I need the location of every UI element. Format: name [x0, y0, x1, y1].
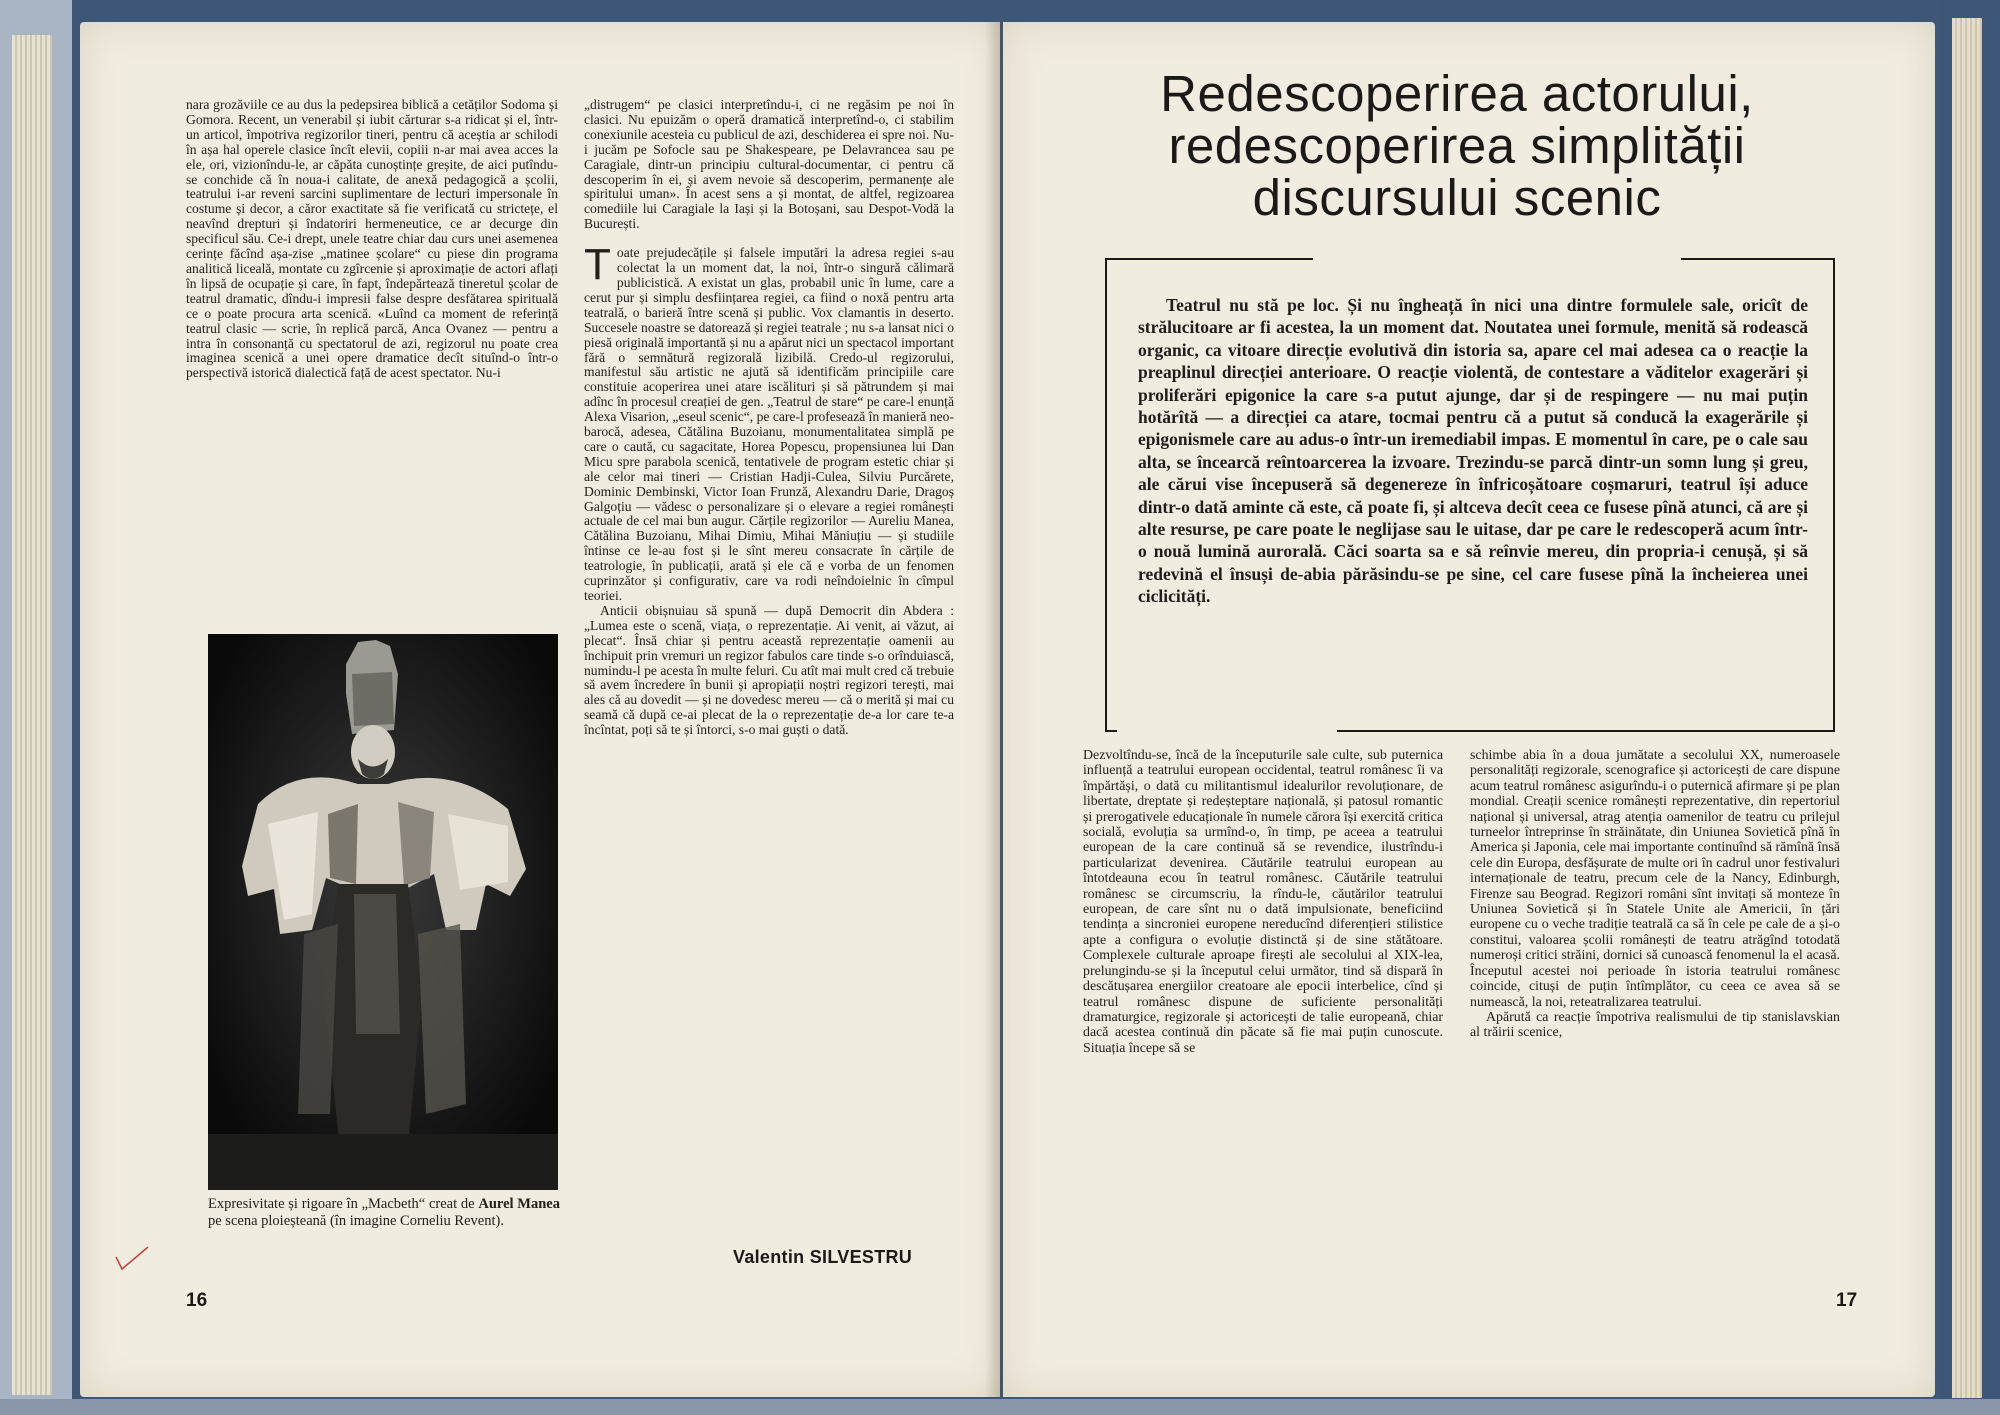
left-col2-paragraph: „distrugem“ pe clasici interpretîndu-i, ci ne regăsim pe noi în clasici. Nu epuizăm o operă dramatică interpretînd-o, ci stabilim conexiunile acesteia cu publicul de azi, deschiderea ei spre noi. Nu-i jucăm pe Sofocle sau pe Shakespeare, pe Delavrancea sau pe Caragiale, dintr-un principiu cultural-documentar, ci pentru că descoperim în ei, și avem nevoie să descoperim, permanențe ale spiritului uman». În acest sens a și montat, de altfel, regizoarea comediile lui Caragiale la Iași și la Botoșani, sau Despot-Vodă la București.: [584, 98, 954, 232]
author-signature: Valentin SILVESTRU: [733, 1247, 913, 1267]
macbeth-photo: [208, 634, 558, 1190]
headline-line-1: Redescoperirea actorului,: [1160, 65, 1754, 122]
book-cover-right: [1940, 0, 2000, 1415]
right-col1-paragraph: Dezvoltîndu-se, încă de la începuturile sale culte, sub puternica influență a teatrului european occidental, teatrul românesc îi va împărtăși, o dată cu militantismul idealurilor revoluționare, de libertate, dreptate și redeșteptare națională, și patosul romantic și prerogativele educaționale în numele cărora își exercită critica socială, evoluția sa urmînd-o, în timp, pe aceea a teatrului european de la care continuă să se revendice, ilustrîndu-i particularizat devenirea. Căutările teatrului european au întotdeauna ecou în teatrul românesc. Căutările teatrului românesc se circumscriu, la rîndu-le, căutărilor teatrului european, de care sînt nu o dată impulsionate, beneficiind tendința a sincroniei europene nereducînd diferențieri stilistice apte a configura o evoluție distinctă și de sine stătătoare. Complexele culturale aproape firești ale secolului al XIX-lea, prelungindu-se și la începutul celui următor, tind să dispară în descătușarea energiilor creatoare ale epocii interbelice, cînd și teatrul românesc dispune de suficiente personalități dramaturgice, regizorale și actoricești de talie europeană, chiar dacă acestea continuă din păcate să fie mai puțin cunoscute. Situația începe să se: [1083, 748, 1443, 1056]
left-column-1: [186, 98, 558, 628]
drop-cap: T: [584, 240, 611, 290]
right-column-1: [1083, 748, 1443, 1280]
caption-name: Aurel Manea: [478, 1196, 560, 1212]
right-column-2: [1470, 748, 1840, 1280]
page-edges-right: [1952, 18, 1982, 1398]
right-col2-last-paragraph: Apărută ca reacție împotriva realismului de tip stanislavskian al trăirii scenice,: [1470, 1009, 1840, 1041]
page-number-right: 17: [1836, 1290, 1858, 1311]
book-cover-left: [0, 0, 72, 1415]
frame-gap-bottom: [1117, 728, 1337, 734]
caption-text-1: Expresivitate și rigoare în „Macbeth“ creat de: [208, 1196, 475, 1212]
left-column-2: [584, 98, 954, 1254]
bottom-background: [0, 1399, 2000, 1415]
frame-gap-top: [1313, 256, 1681, 262]
photo-caption: [208, 1196, 560, 1229]
dropcap-paragraph-text: oate prejudecățile și falsele imputări la adresa regiei s-au colectat la un moment dat, la noi, într-o singură călimară publicistică. A existat un glas, probabil unic în lume, care a cerut pur și simplu desființarea regiei, ca fiind o noxă pentru arta teatrală, o barieră între scenă și public. Vox clamantis in deserto. Succesele noastre se datorează și regiei teatrale ; nu s-a lansat nici o piesă originală importantă și nu a apărut nici un spectacol important fără o semnătură regizorală lizibilă. Credo-ul regizorului, manifestul său artistic ne ajută să identificăm principiile care constituie acoperirea unei atare iscălituri și să pătrundem și mai adînc în procesul creației de gen. „Teatrul de stare“ pe care-l enunță Alexa Visarion, „eseul scenic“, pe care-l profesează în manieră neo-barocă, adesea, Cătălina Buzoianu, monumentalitatea simplă pe care o caută, cu sagacitate, Horea Popescu, propensiunea lui Dan Micu spre parabola scenică, tentativele de program estetic chiar și ale celor mai tineri — Cristian Hadji-Culea, Silviu Purcărete, Dominic Dembinski, Victor Ioan Frunză, Alexandru Darie, Dragoș Galgoțiu — vădesc o personalizare și o elevare a regiei românești actuale de cel mai bun augur. Cărțile regizorilor — Aureliu Manea, Cătălina Buzoianu, Mihai Dimiu, Mihai Măniuțiu — și studiile întinse ce le-au fost și le sînt mereu consacrate în cărțile de teatrologie, în publicații, arată și ele că e vorba de un fenomen cuprinzător și configurativ, care va rodi neîndoielnic în cîmpul teoriei.: [584, 245, 954, 603]
article-headline: [1112, 65, 1802, 226]
left-col1-paragraph: nara grozăviile ce au dus la pedepsirea biblică a cetăților Sodoma și Gomora. Recent, un venerabil și iubit cărturar s-a ridicat și el, într-un articol, împotriva regizorilor tineri, pentru că aceștia ar schilodi în așa hal operele clasice încît elevii, copiii n-ar mai avea acces la ele, ori, vizionîndu-le, ar căpăta cunoștințe greșite, de aici putîndu-se conchide că în noua-i calitate, de anexă pedagogică a școlii, teatrului i-ar reveni sarcini suplimentare de lecturi impersonale în costume și decor, a căror exactitate să fie verificată cu strictețe, el neavînd drepturi și îndatoriri hermeneutice, ce ar decurge din specificul său. Ce-i drept, unele teatre chiar dau curs unei asemenea cerințe făcînd așa-zise „matinee școlare“ cu piese din programa analitică liceală, montate cu zgîrcenie și aproximație de actori aflați în lipsă de ocupație și care, în fapt, îndepărtează tineretul școlar de teatrul dramatic, dîndu-i impresii false despre desfătarea spirituală ce o poate procura arta scenică. «Luînd ca moment de referință teatrul clasic — scrie, în replică parcă, Anca Ovanez — pentru a intra în consonanță cu spectatorul de azi, regizorul nu poate crea imaginea scenică a unei opere dramatice decît situînd-o într-o perspectivă istorică dialectică față de acest spectator. Nu-i: [186, 98, 558, 381]
left-col2-dropcap-paragraph: [584, 240, 954, 604]
lead-paragraph: Teatrul nu stă pe loc. Și nu îngheață în nici una dintre formulele sale, oricît de strălucitoare ar fi acestea, la un moment dat. Noutatea unei formule, menită să rodească organic, ca vitoare direcție evolutivă din istoria sa, apare cel mai adesea ca o reacție la preaplinul direcției anterioare. O reacție violentă, de contestare a văditelor exagerări și proliferări epigonice la care s-a putut ajunge, dar și de respingere — nu mai puțin hotărîtă — a direcției ca atare, tocmai pentru că a putut să conducă la exagerările și epigonismele care au adus-o într-un iremediabil impas. E momentul în care, pe o cale sau alta, se încearcă reîntoarcerea la izvoare. Trezindu-se parcă dintr-un somn lung și greu, ale cărui vise începuseră să degenereze în înfricoșătoare coșmaruri, teatrul își aduce dintr-o dată aminte că este, că poate fi, și altceva decît ceea ce fusese pînă atunci, că are și alte resurse, pe care poate le neglijase sau le uitase, dar pe care le redescoperă acum într-o nouă lumină aurorală. Căci soarta sa e să reînvie mereu, din propria-i cenușă, și să redevină el însuși de-abia părăsindu-se pe sine, cel care fusese pînă la încheierea unei ciclicități.: [1138, 295, 1808, 607]
headline-line-2: redescoperirea simplității: [1168, 117, 1746, 174]
actor-photo-illustration: [208, 634, 558, 1190]
left-col2-last-paragraph: Anticii obișnuiau să spună — după Democrit din Abdera : „Lumea este o scenă, viața, o reprezentație. Ai venit, ai văzut, ai plecat“. Însă chiar și pentru această reprezentație oamenii au închipuit prin vremuri un regizor fabulos care tinde s-o orînduiască, numindu-l pe acesta în multe feluri. Cu atît mai mult cred că trebuie să avem încredere în bunii și apropiații noștri regizori terești, mai ales că au dovedit — și ne dovedesc mereu — că o merită și mai cu seamă că după ce-ai plecat de la o reprezentație de-a lor care te-a încîntat, poți să te și întorci, s-o mai guști o dată.: [584, 602, 954, 738]
right-col2-paragraph: schimbe abia în a doua jumătate a secolului XX, numeroasele personalități regizorale, scenografice și actoricești de care dispune acum teatrul românesc asigurîndu-i o puternică afirmare și pe plan mondial. Creații scenice românești reprezentative, din repertoriul național și universal, atrag atenția oamenilor de teatru cu prilejul turneelor întreprinse în străinătate, din Uniunea Sovietică pînă în America și Japonia, cele mai importante continuînd să rămînă însă cele din Europa, desfășurate de multe ori în cadrul unor festivaluri internaționale de teatru, precum cele de la Nancy, Edinburgh, Firenze sau Beograd. Regizori români sînt invitați să monteze în Uniunea Sovietică și în Statele Unite ale Americii, în țări europene cu o veche tradiție teatrală ca să în cele pe cale de a și-o constitui, valoarea școlii românești de teatru atrăgînd totodată numeroși critici străini, dornici să cunoască fenomenul la el acasă. Începutul acestei noi perioade în istoria teatrului românesc coincide, cituși de puțin întîmplător, cu ceea ce avea să se numească, la noi, reteatralizarea teatrului.: [1470, 748, 1840, 1010]
headline-line-3: discursului scenic: [1252, 169, 1662, 226]
page-edges-left: [12, 35, 52, 1395]
caption-text-2: pe scena ploieșteană (în imagine Corneliu Revent).: [208, 1212, 504, 1229]
page-number-left: 16: [186, 1290, 208, 1311]
pencil-checkmark: [112, 1243, 152, 1273]
